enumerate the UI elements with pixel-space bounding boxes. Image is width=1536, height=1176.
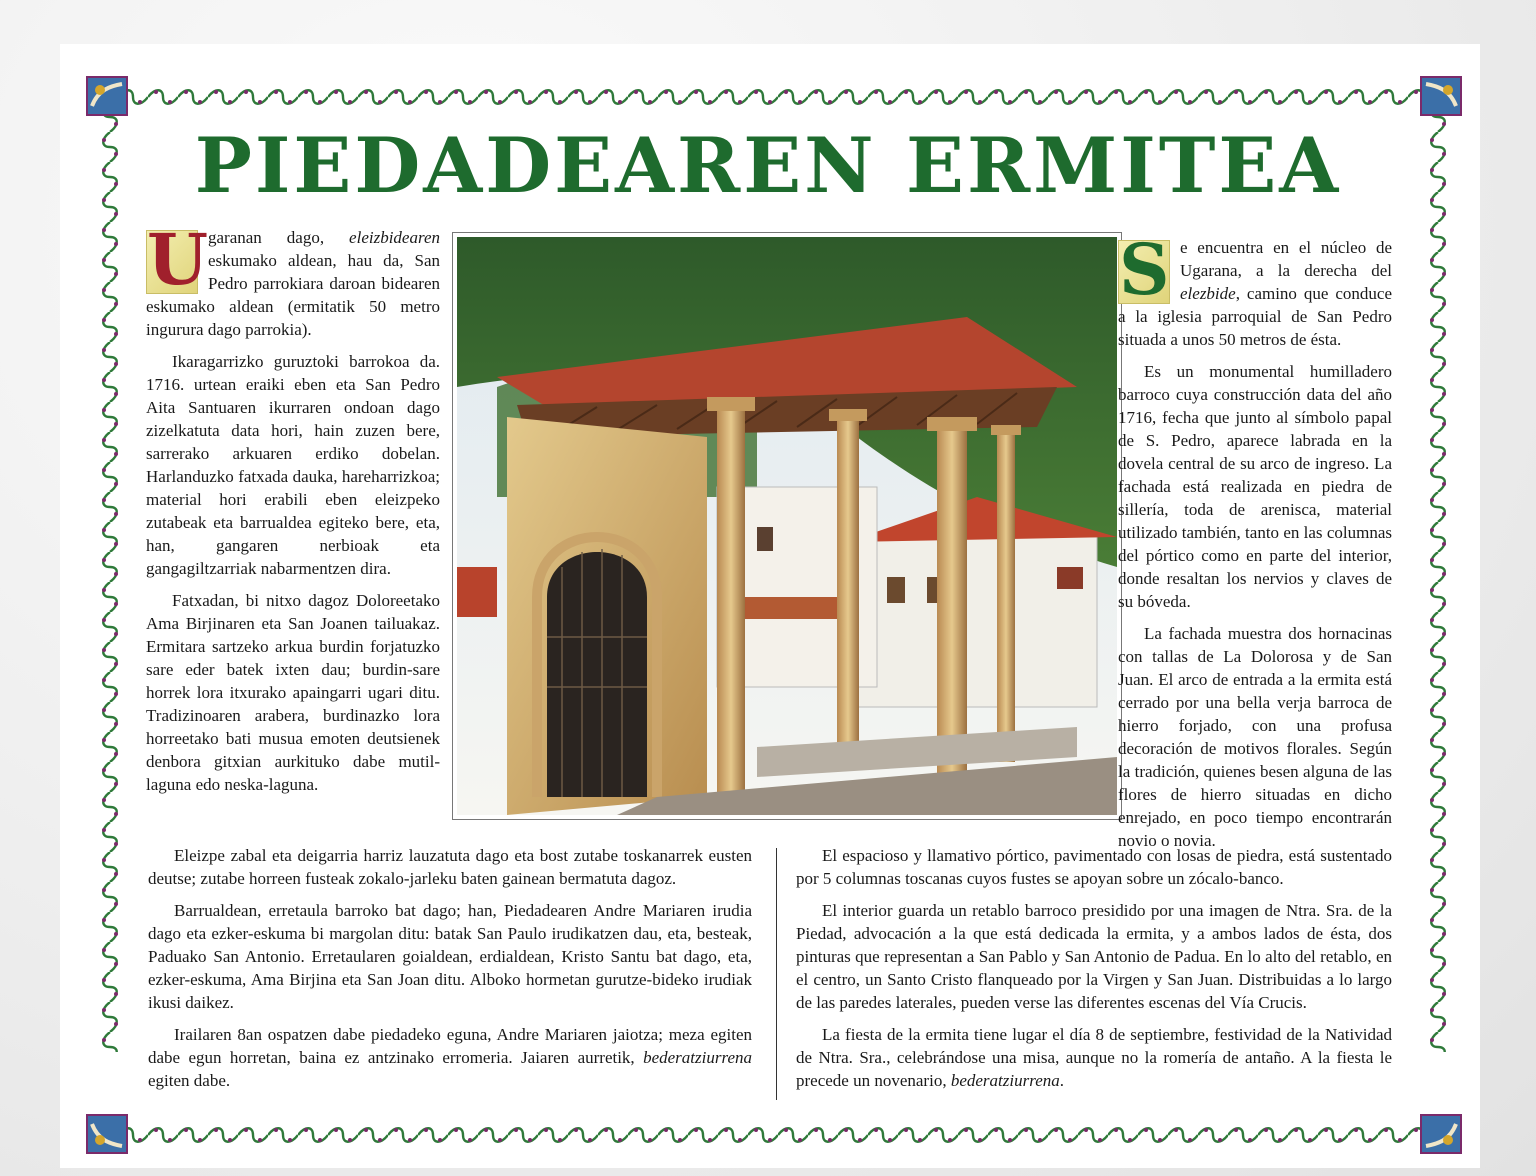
spanish-paragraph-2: Es un monumental humilladero barroco cuya construcción data del año 1716, fecha que junto al símbolo papal de S. Pedro, aparece labrada en la dovela central de su arco de ingreso. La fachada está realizada en piedra de sillería, toda de arenisca, material utilizado también, tanto en las columnas del pórtico como en parte del interior, donde resaltan los nervios y claves de su bóveda. [1118, 362, 1392, 611]
basque-paragraph-2: Ikaragarrizko guruztoki barrokoa da. 1716. urtean eraiki eben eta San Pedro Aita Santuaren ikurraren ondoan dago zizelkatuta data hori, hain zuzen bere, sarrerako arkuaren erdiko dobelan. Harlanduzko fatxada dauka, hareharrizkoa; material hori erabili eben eleizpeko zutabeak eta barrualdea egiteko bere, eta, han, gangaren nerbioak eta gangagiltzarriak nabarmentzen dira. [146, 352, 440, 578]
column-divider [776, 848, 777, 1100]
hermitage-illustration [452, 232, 1122, 820]
basque-top-column [146, 218, 440, 805]
spanish-paragraph-1: S e encuentra en el núcleo de Ugarana, a la derecha del elezbide, camino que conduce a la iglesia parroquial de San Pedro situada a unos 50 metros de ésta. [1118, 228, 1392, 349]
spanish-paragraph-6: La fiesta de la ermita tiene lugar el día 8 de septiembre, festividad de la Natividad de Ntra. Sra., celebrándose una misa, aunque no la romería de antaño. A la fiesta le precede un novenario, bederatziurrena. [796, 1025, 1392, 1090]
spanish-bottom-column [796, 844, 1392, 1101]
basque-paragraph-1: U garanan dago, eleizbidearen eskumako aldean, hau da, San Pedro parrokiara daroan bidearen eskumako aldean (ermitatik 50 metro ingurura dago parrokia). [146, 218, 440, 339]
basque-paragraph-6: Irailaren 8an ospatzen dabe piedadeko eguna, Andre Mariaren jaiotza; meza egiten dabe egun horretan, baina ez antzinako erromeria. Jaiaren aurretik, bederatziurrena egiten dabe. [148, 1025, 752, 1090]
spanish-paragraph-4: El espacioso y llamativo pórtico, pavimentado con losas de piedra, está sustentado por 5 columnas toscanas cuyos fustes se apoyan sobre un zócalo-banco. [796, 846, 1392, 888]
vine-border-right [1426, 102, 1450, 1052]
basque-paragraph-4: Eleizpe zabal eta deigarria harriz lauzatuta dago eta bost zutabe toskanarrek eusten deutse; zutabe horreen fusteak zokalo-jarleku baten gainean bermatuta dagoz. [148, 846, 752, 888]
basque-paragraph-3: Fatxadan, bi nitxo dagoz Doloreetako Ama Birjinaren eta San Joanen tailuakaz. Ermitara sartzeko arkua burdin forjatuzko sare eder batek ixten dau; burdin-sare horrek lora itxurako apaingarri ugari ditu. Tradizinoaren arabera, burdinazko lora horreetako bati musua emoten deutsienek denbora gitxian aurkituko dabe mutil-laguna edo neska-laguna. [146, 591, 440, 794]
spanish-top-column [1118, 228, 1392, 861]
corner-ornament-icon [1420, 1114, 1462, 1154]
basque-paragraph-5: Barrualdean, erretaula barroko bat dago; han, Piedadearen Andre Mariaren irudia dago eta ezker-eskuma bi margolan ditu: batak San Paulo irudikatzen dau, eta, besteak, Paduako San Antonio. Erretaularen goialdean, erdialdean, Kristo Santu bat dago, eta, ezker-eskuma, Ama Birjina eta San Joan ditu. Alboko hormetan gurutze-bideko irudiak ikusi daikez. [148, 901, 752, 1012]
page-title: PIEDADEAREN ERMITEA [194, 121, 1342, 210]
dropcap-s: S [1119, 228, 1170, 311]
dropcap-u: U [147, 218, 209, 301]
vine-border-top [88, 86, 1450, 108]
corner-ornament-icon [86, 1114, 128, 1154]
corner-ornament-icon [1420, 76, 1462, 116]
vine-border-left [98, 102, 122, 1052]
spanish-paragraph-5: El interior guarda un retablo barroco presidido por una imagen de Ntra. Sra. de la Piedad, advocación a la que está dedicada la ermita, y a ambos lados de ésta, dos pinturas que representan a San Pablo y San Antonio de Padua. En lo alto del retablo, en el centro, un Santo Cristo flanqueado por la Virgen y San Juan. Distribuidas a lo largo de las paredes laterales, pueden verse las diferentes escenas del Vía Crucis. [796, 901, 1392, 1012]
vine-border-bottom [88, 1124, 1450, 1146]
spanish-paragraph-3: La fachada muestra dos hornacinas con tallas de La Dolorosa y de San Juan. El arco de entrada a la ermita está cerrado por una bella verja barroca de hierro forjado, con una profusa decoración de motivos florales. Según la tradición, quienes besen alguna de las flores de hierro situadas en dicho enrejado, en poco tiempo encontrarán novio o novia. [1118, 624, 1392, 850]
basque-bottom-column [148, 844, 752, 1101]
corner-ornament-icon [86, 76, 128, 116]
